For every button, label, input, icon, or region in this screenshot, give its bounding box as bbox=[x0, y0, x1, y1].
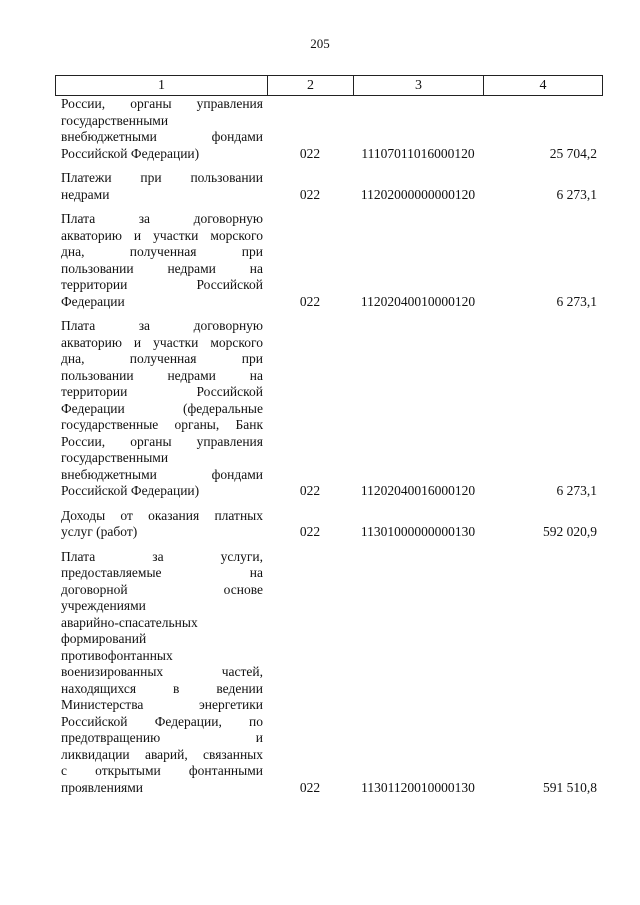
description-line: предоставляемые на bbox=[61, 565, 263, 580]
description-line: пользовании недрами на bbox=[61, 367, 263, 383]
header-col-3: 3 bbox=[353, 76, 483, 95]
description-line: пользовании недрами на bbox=[61, 260, 263, 276]
row-classification-code: 11107011016000120 bbox=[361, 145, 475, 161]
description-line: государственные органы, Банк bbox=[61, 417, 263, 432]
row-amount: 591 510,8 bbox=[543, 779, 597, 795]
description-line: проявлениями bbox=[61, 779, 144, 795]
row-admin-code: 022 bbox=[299, 483, 321, 498]
description-line: предотвращению и bbox=[61, 730, 263, 745]
description-line: Доходы от оказания платных bbox=[61, 507, 263, 523]
description-line: учреждениями bbox=[61, 598, 146, 613]
row-amount: 6 273,1 bbox=[556, 483, 597, 498]
row-admin-code: 022 bbox=[299, 524, 321, 539]
header-col-1: 1 bbox=[55, 76, 267, 95]
row-classification-code: 11202040010000120 bbox=[360, 293, 476, 309]
description-line: договорной основе bbox=[61, 581, 263, 597]
description-line: государственными bbox=[61, 450, 169, 465]
row-classification-code: 11301120010000130 bbox=[361, 779, 475, 795]
description-line: военизированных частей, bbox=[61, 664, 263, 679]
table-row bbox=[55, 508, 603, 541]
description-line: находящихся в ведении bbox=[61, 680, 263, 696]
description-line: Плата за договорную bbox=[61, 318, 263, 333]
row-admin-code: 022 bbox=[299, 779, 321, 795]
table-row bbox=[55, 96, 603, 162]
row-description bbox=[55, 318, 267, 500]
row-description bbox=[55, 549, 267, 797]
description-line: услуг (работ) bbox=[61, 524, 138, 539]
description-line: с открытыми фонтанными bbox=[61, 763, 263, 778]
description-line: дна, полученная при bbox=[61, 244, 263, 259]
description-line: территории Российской bbox=[61, 277, 263, 292]
row-description bbox=[55, 508, 267, 541]
header-col-4: 4 bbox=[483, 76, 603, 95]
description-line: внебюджетными фондами bbox=[61, 129, 263, 144]
row-amount: 25 704,2 bbox=[549, 145, 597, 161]
table-body bbox=[55, 96, 603, 796]
row-classification-code: 11301000000000130 bbox=[360, 524, 476, 539]
description-line: Платежи при пользовании bbox=[61, 170, 263, 185]
row-admin-code: 022 bbox=[299, 145, 321, 161]
table-row bbox=[55, 549, 603, 797]
description-line: Федерации bbox=[61, 293, 125, 309]
description-line: Министерства энергетики bbox=[61, 697, 263, 712]
description-line: России, органы управления bbox=[61, 433, 263, 449]
description-line: Плата за услуги, bbox=[61, 548, 263, 564]
description-line: ликвидации аварий, связанных bbox=[61, 746, 263, 762]
table-row bbox=[55, 318, 603, 500]
description-line: Российской Федерации, по bbox=[61, 713, 263, 729]
row-description bbox=[55, 96, 267, 162]
description-line: государственными bbox=[61, 112, 169, 128]
row-description bbox=[55, 211, 267, 310]
description-line: дна, полученная при bbox=[61, 351, 263, 366]
row-amount: 592 020,9 bbox=[543, 524, 597, 539]
description-line: Федерации (федеральные bbox=[61, 400, 263, 416]
row-amount: 6 273,1 bbox=[556, 293, 597, 309]
description-line: формирований bbox=[61, 631, 147, 646]
description-line: Плата за договорную bbox=[61, 211, 263, 226]
header-col-2: 2 bbox=[267, 76, 353, 95]
row-description bbox=[55, 170, 267, 203]
description-line: Российской Федерации) bbox=[61, 145, 200, 161]
description-line: акваторию и участки морского bbox=[61, 227, 263, 243]
row-admin-code: 022 bbox=[299, 293, 321, 309]
description-line: противофонтанных bbox=[61, 647, 173, 663]
description-line: акваторию и участки морского bbox=[61, 334, 263, 350]
row-classification-code: 11202000000000120 bbox=[360, 186, 476, 202]
page-number: 205 bbox=[310, 36, 330, 51]
table-row bbox=[55, 211, 603, 310]
table-header bbox=[55, 75, 603, 96]
description-line: аварийно-спасательных bbox=[61, 614, 198, 630]
table-row bbox=[55, 170, 603, 203]
row-classification-code: 11202040016000120 bbox=[360, 483, 476, 498]
row-admin-code: 022 bbox=[299, 186, 321, 202]
row-amount: 6 273,1 bbox=[556, 186, 597, 202]
description-line: территории Российской bbox=[61, 384, 263, 399]
budget-table bbox=[55, 75, 603, 796]
description-line: Российской Федерации) bbox=[61, 483, 200, 498]
description-line: внебюджетными фондами bbox=[61, 466, 263, 482]
description-line: недрами bbox=[61, 186, 110, 202]
description-line: России, органы управления bbox=[61, 96, 263, 111]
